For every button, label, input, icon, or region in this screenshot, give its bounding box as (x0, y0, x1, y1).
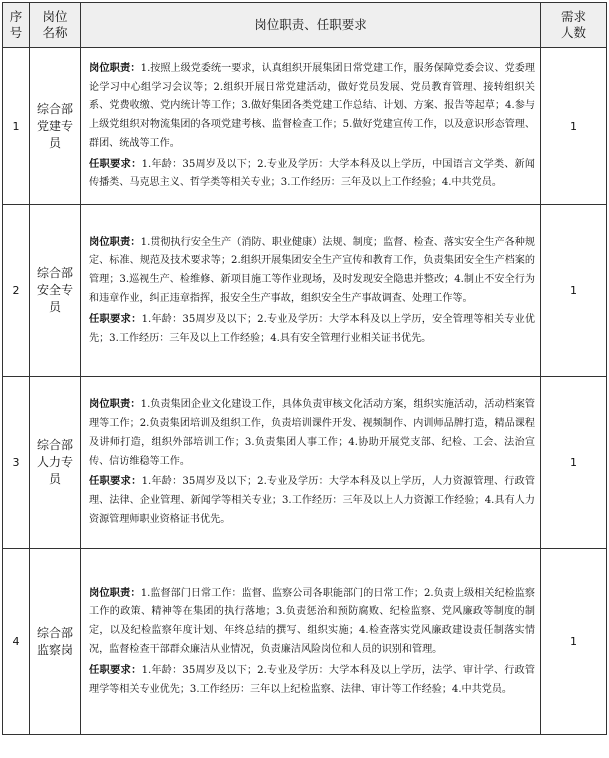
row-number: 3 (3, 377, 30, 549)
headcount: 1 (541, 377, 607, 549)
requirements-text: 任职要求：1.年龄：35周岁及以下；2.专业及学历：大学本科及以上学历，安全管理等相关专业优先；3.工作经历：三年及以上工作经验；4.具有安全管理行业相关证书优先。 (89, 312, 536, 344)
headcount: 1 (541, 549, 607, 735)
table-row (3, 377, 607, 549)
requirements-text: 任职要求：1.年龄：35周岁及以下；2.专业及学历：大学本科及以上学历，法学、审计学、行政管理学等相关专业优先；3.工作经历：三年以上纪检监察、法律、审计等工作经验；4.中共党员。 (89, 663, 536, 695)
duties-text: 岗位职责：1.贯彻执行安全生产（消防、职业健康）法规、制度；监督、检查、落实安全生产各种规定、标准、规范及技术要求等；2.组织开展集团安全生产宣传和教育工作，负责集团安全生产档案的管理；3.巡视生产、检维修、新项目施工等作业现场，及时发现安全隐患并整改；4.制止不安全行为和违章作业，纠正违章指挥，报安全生产事故，组织安全生产事故调查、处理工作等。 (89, 235, 535, 304)
header-row (3, 3, 607, 48)
header-count: 需求 人数 (541, 3, 607, 48)
position-name: 综合部 安全专 员 (30, 205, 81, 377)
position-name: 综合部 党建专 员 (30, 48, 81, 205)
position-name: 综合部 人力专 员 (30, 377, 81, 549)
row-number: 1 (3, 48, 30, 205)
table-row (3, 48, 607, 205)
duties-text: 岗位职责：1.负责集团企业文化建设工作，具体负责审核文化活动方案，组织实施活动，活动档案管理等工作；2.负责集团培训及组织工作，负责培训课件开发、视频制作、内训师品牌打造，精品课程及讲师打造，组织外部培训工作；3.负责集团人事工作；4.协助开展党支部、纪检、工会、法治宣传、信访维稳等工作。 (89, 398, 535, 467)
requirements-text: 任职要求：1.年龄：35周岁及以下；2.专业及学历：大学本科及以上学历，中国语言文学类、新闻传播类、马克思主义、哲学类等相关专业；3.工作经历：三年及以上工作经验；4.中共党员。 (89, 157, 536, 189)
headcount: 1 (541, 48, 607, 205)
position-description (81, 48, 541, 205)
table-row (3, 549, 607, 735)
table-row (3, 205, 607, 377)
position-name: 综合部 监察岗 (30, 549, 81, 735)
job-requirements-table (2, 2, 607, 735)
position-description (81, 377, 541, 549)
row-number: 2 (3, 205, 30, 377)
requirements-text: 任职要求：1.年龄：35周岁及以下；2.专业及学历：大学本科及以上学历，人力资源管理、行政管理、法律、企业管理、新闻学等相关专业；3.工作经历：三年及以上人力资源工作经验；4.具有人力资源管理师职业资格证书优先。 (89, 475, 536, 525)
header-position: 岗位 名称 (30, 3, 81, 48)
header-description: 岗位职责、任职要求 (81, 3, 541, 48)
row-number: 4 (3, 549, 30, 735)
duties-text: 岗位职责：1.按照上级党委统一要求，认真组织开展集团日常党建工作，服务保障党委会议、党委理论学习中心组学习会议等；2.组织开展日常党建活动，做好党员发展、党员教育管理、接转组织关系、党费收缴、党内统计等工作；3.做好集团各类党建工作总结、计划、方案、报告等起草；4.参与上级党组织对物流集团的各项党建考核、监督检查工作；5.做好党建宣传工作，以及意识形态管理、群团、统战等工作。 (89, 61, 535, 149)
header-no: 序 号 (3, 3, 30, 48)
position-description (81, 549, 541, 735)
position-description (81, 205, 541, 377)
duties-text: 岗位职责：1.监督部门日常工作：监督、监察公司各职能部门的日常工作；2.负责上级相关纪检监察工作的政策、精神等在集团的执行落地；3.负责惩治和预防腐败、纪检监察、党风廉政等制度的制定，以及纪检监察年度计划、年终总结的撰写、组织实施；4.检查落实党风廉政建设责任制落实情况，监督检查干部群众廉洁从业情况，负责廉洁风险岗位和人员的识别和管理。 (89, 586, 535, 655)
headcount: 1 (541, 205, 607, 377)
